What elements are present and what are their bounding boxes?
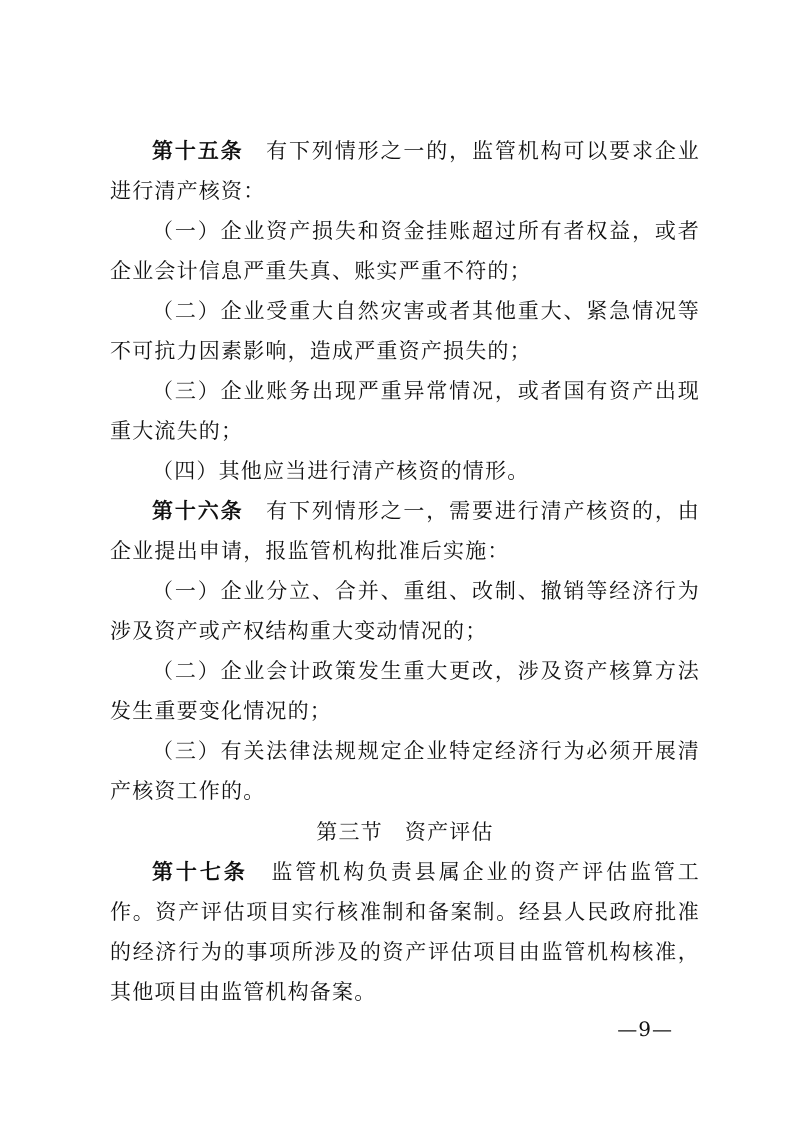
article-15-item-3: （三）企业账务出现严重异常情况，或者国有资产出现重大流失的； bbox=[110, 379, 700, 443]
article-15-item-2: （二）企业受重大自然灾害或者其他重大、紧急情况等不可抗力因素影响，造成严重资产损失的； bbox=[110, 299, 700, 363]
article-15-item-4: （四）其他应当进行清产核资的情形。 bbox=[152, 459, 530, 483]
article-16-item-2: （二）企业会计政策发生重大更改，涉及资产核算方法发生重要变化情况的； bbox=[110, 659, 700, 723]
article-17-text: 监管机构负责县属企业的资产评估监管工作。资产评估项目实行核准制和备案制。经县人民政府批准的经济行为的事项所涉及的资产评估项目由监管机构核准，其他项目由监管机构备案。 bbox=[110, 860, 700, 1004]
article-16-item-1: （一）企业分立、合并、重组、改制、撤销等经济行为涉及资产或产权结构重大变动情况的； bbox=[110, 579, 700, 643]
section-title: 资产评估 bbox=[404, 820, 494, 844]
section-number: 第三节 bbox=[316, 820, 383, 844]
article-16-text: 有下列情形之一，需要进行清产核资的，由企业提出申请，报监管机构批准后实施： bbox=[110, 499, 700, 563]
article-16-number: 第十六条 bbox=[152, 499, 244, 523]
article-15-intro bbox=[110, 131, 700, 211]
article-17 bbox=[110, 852, 700, 1012]
article-16-item-3: （三）有关法律法规规定企业特定经济行为必须开展清产核资工作的。 bbox=[110, 739, 700, 803]
section-heading bbox=[110, 812, 700, 852]
page-number: —9— bbox=[617, 1017, 673, 1041]
article-15-item-1: （一）企业资产损失和资金挂账超过所有者权益，或者企业会计信息严重失真、账实严重不符的； bbox=[110, 219, 700, 283]
article-15-text: 有下列情形之一的，监管机构可以要求企业进行清产核资： bbox=[110, 139, 700, 203]
article-15-number: 第十五条 bbox=[152, 139, 244, 163]
article-17-number: 第十七条 bbox=[152, 860, 248, 884]
article-16-intro bbox=[110, 491, 700, 571]
